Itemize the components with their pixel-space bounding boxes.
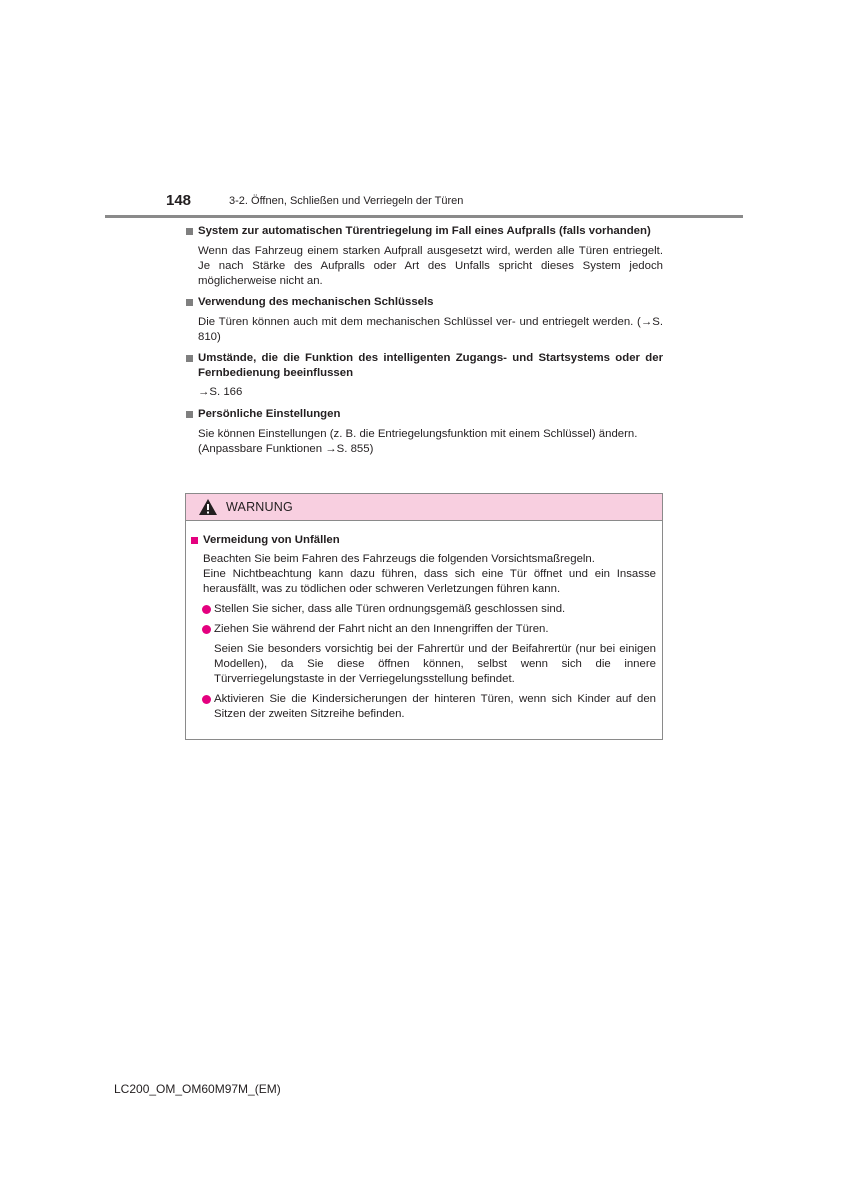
section-heading: Umstände, die die Funktion des intelligenten Zugangs- und Startsystems oder der Fernbedienung beeinflussen bbox=[185, 351, 663, 381]
section-body bbox=[185, 427, 663, 457]
warning-label: WARNUNG bbox=[226, 499, 293, 514]
chapter-title: 3-2. Öffnen, Schließen und Verriegeln der Türen bbox=[229, 195, 464, 207]
section-heading: Persönliche Einstellungen bbox=[185, 407, 663, 422]
page-number: 148 bbox=[166, 192, 192, 209]
warning-body bbox=[186, 521, 662, 722]
warning-heading: Vermeidung von Unfällen bbox=[191, 533, 656, 548]
square-bullet-icon bbox=[186, 299, 193, 306]
paragraph: Sie können Einstellungen (z. B. die Entriegelungsfunktion mit einem Schlüssel) ändern. bbox=[198, 428, 638, 440]
warning-triangle-icon bbox=[198, 498, 218, 516]
warning-box bbox=[185, 493, 663, 740]
list-item: Aktivieren Sie die Kindersicherungen der hinteren Türen, wenn sich Kinder auf den Sitzen der zweiten Sitzreihe befinden. bbox=[191, 692, 656, 722]
paragraph: Wenn das Fahrzeug einem starken Aufprall ausgesetzt wird, werden alle Türen entriegelt. Je nach Stärke des Aufpralls oder Art des Unfalls spricht dieses System jedoch möglicherweise nicht an. bbox=[198, 245, 663, 287]
warning-intro bbox=[191, 552, 656, 597]
warning-header bbox=[186, 494, 662, 521]
square-bullet-icon bbox=[186, 411, 193, 418]
main-content bbox=[185, 224, 663, 463]
section-heading: Verwendung des mechanischen Schlüssels bbox=[185, 295, 663, 310]
square-bullet-icon bbox=[191, 537, 198, 544]
square-bullet-icon bbox=[186, 228, 193, 235]
header-rule bbox=[105, 215, 743, 218]
paragraph: Eine Nichtbeachtung kann dazu führen, dass sich eine Tür öffnet und ein Insasse herausfällt, was zu tödlichen oder schweren Verletzungen führen kann. bbox=[203, 568, 656, 595]
square-bullet-icon bbox=[186, 355, 193, 362]
list-item: Ziehen Sie während der Fahrt nicht an den Innengriffen der Türen. bbox=[191, 622, 656, 637]
paragraph: (Anpassbare Funktionen →S. 855) bbox=[198, 443, 374, 455]
paragraph: Die Türen können auch mit dem mechanischen Schlüssel ver- und entriegelt werden. (→S. 810) bbox=[198, 316, 663, 343]
paragraph: Beachten Sie beim Fahren des Fahrzeugs die folgenden Vorsichtsmaßregeln. bbox=[203, 553, 595, 565]
section-body bbox=[185, 244, 663, 289]
list-item: Stellen Sie sicher, dass alle Türen ordnungsgemäß geschlossen sind. bbox=[191, 602, 656, 617]
bullet-dot-icon bbox=[202, 695, 211, 704]
section-heading: System zur automatischen Türentriegelung im Fall eines Aufpralls (falls vorhanden) bbox=[185, 224, 663, 239]
list-item-detail: Seien Sie besonders vorsichtig bei der Fahrertür und der Beifahrertür (nur bei einigen Modellen), da Sie diese öffnen können, selbst wenn sich die innere Türverriegelungstaste in der Verriegelungsstellung befindet. bbox=[214, 643, 656, 685]
section-body bbox=[185, 315, 663, 345]
footer-code: LC200_OM_OM60M97M_(EM) bbox=[114, 1082, 281, 1096]
page-reference: →S. 166 bbox=[198, 386, 243, 398]
bullet-dot-icon bbox=[202, 605, 211, 614]
bullet-dot-icon bbox=[202, 625, 211, 634]
